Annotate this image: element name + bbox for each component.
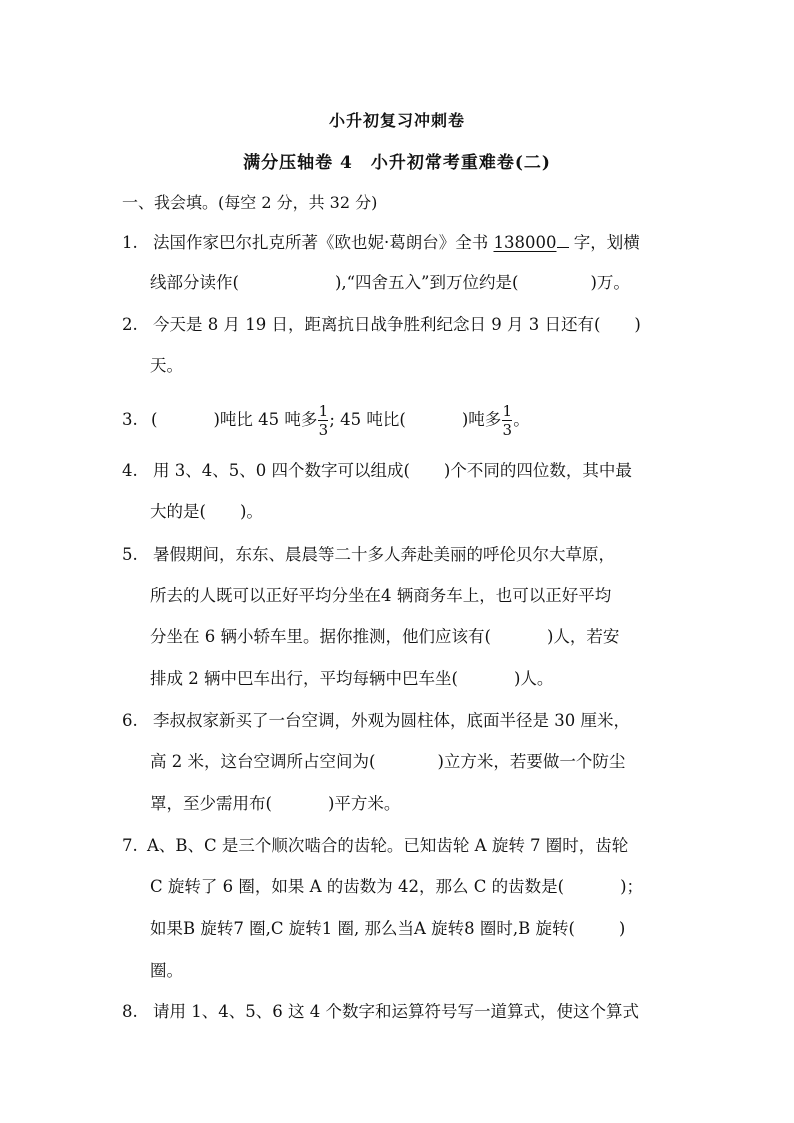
question-2-line-2: 天。	[150, 356, 183, 375]
question-6-line-2: 高 2 米，这台空调所占空间为( )立方米，若要做一个防尘	[150, 752, 626, 771]
question-7-line-2: C 旋转了 6 圈，如果 A 的齿数为 42，那么 C 的齿数是( )；	[150, 877, 643, 896]
underlined-number: 138000	[493, 233, 557, 252]
question-2-line-1: 2. 今天是 8 月 19 日，距离抗日战争胜利纪念日 9 月 3 日还有( )	[122, 315, 641, 334]
question-number: 6.	[122, 711, 138, 730]
exam-subtitle: 满分压轴卷 4 小升初常考重难卷(二)	[243, 153, 551, 173]
question-5-line-4: 排成 2 辆中巴车出行，平均每辆中巴车坐( )人。	[150, 669, 554, 688]
question-6-line-3: 罩，至少需用布( )平方米。	[150, 794, 401, 813]
question-4-line-2: 大的是( )。	[150, 502, 263, 521]
question-number: 5.	[122, 545, 138, 564]
question-number: 1.	[122, 233, 138, 252]
question-8-line-1: 8. 请用 1、4、5、6 这 4 个数字和运算符号写一道算式，使这个算式	[122, 1002, 639, 1021]
question-1-line-2: 线部分读作( ),“四舍五入”到万位约是( )万。	[150, 273, 630, 292]
question-6-line-1: 6. 李叔叔家新买了一台空调，外观为圆柱体，底面半径是 30 厘米，	[122, 711, 630, 730]
fraction-one-third: $\frac{1}{3}$	[502, 402, 513, 439]
question-7-line-3: 如果B 旋转7 圈,C 旋转1 圈, 那么当A 旋转8 圈时,B 旋转( )	[150, 919, 626, 938]
section-heading: 一、我会填。(每空 2 分，共 32 分)	[122, 193, 378, 212]
exam-title: 小升初复习冲刺卷	[328, 111, 465, 130]
question-number: 3.	[122, 410, 138, 429]
question-number: 2.	[122, 315, 138, 334]
question-7-line-4: 圈。	[150, 961, 183, 980]
question-number: 8.	[122, 1002, 138, 1021]
question-5-line-1: 5. 暑假期间，东东、晨晨等二十多人奔赴美丽的呼伦贝尔大草原，	[122, 545, 615, 564]
question-3-line-1: 3. ( )吨比 45 吨多 $\frac{1}{3}$ ; 45 吨比( )吨多 $\frac{1}{3}$ 。	[122, 402, 530, 439]
question-5-line-2: 所去的人既可以正好平均分坐在4 辆商务车上，也可以正好平均	[150, 586, 612, 605]
question-number: 4.	[122, 461, 138, 480]
question-7-line-1: 7. A、B、C 是三个顺次啮合的齿轮。已知齿轮 A 旋转 7 圈时，齿轮	[122, 836, 629, 855]
question-number: 7.	[122, 836, 138, 855]
fraction-one-third: $\frac{1}{3}$	[318, 402, 329, 439]
question-1-line-1: 1. 法国作家巴尔扎克所著《欧也妮·葛朗台》全书 138000 字，划横	[122, 233, 640, 252]
question-5-line-3: 分坐在 6 辆小轿车里。据你推测，他们应该有( )人，若安	[150, 627, 620, 646]
question-4-line-1: 4. 用 3、4、5、0 四个数字可以组成( )个不同的四位数，其中最	[122, 461, 632, 480]
